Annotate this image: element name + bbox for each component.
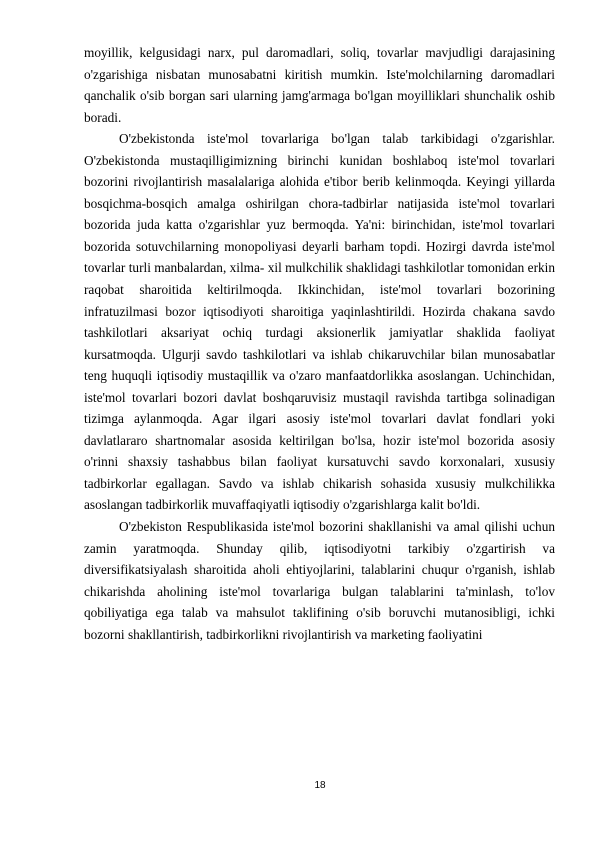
paragraph-2: O'zbekistonda iste'mol tovarlariga bo'lgan talab tarkibidagi o'zgarishlar. O'zbekistonda mustaqilligimizning birinchi kunidan boshlaboq iste'mol tovarlari bozorini rivojlantirish masalalariga alohida e'tibor berib kelinmoqda. Keyingi yillarda bosqichma-bosqich amalga oshirilgan chora-tadbirlar natijasida iste'mol tovarlari bozorida juda katta o'zgarishlar yuz bermoqda. Ya'ni: birinchidan, iste'mol tovarlari bozorida sotuvchilarning monopoliyasi deyarli barham topdi. Hozirgi davrda iste'mol tovarlar turli manbalardan, xilma- xil mulkchilik shaklidagi tashkilotlar tomonidan erkin raqobat sharoitida keltirilmoqda. Ikkinchidan, iste'mol tovarlari bozorining infratuzilmasi bozor iqtisodiyoti sharoitiga yaqinlashtirildi. Hozirda chakana savdo tashkilotlari aksariyat ochiq turdagi aksionerlik jamiyatlar shaklida faoliyat kursatmoqda. Ulgurji savdo tashkilotlari va ishlab chikaruvchilar bilan munosabatlar teng huquqli iqtisodiy mustaqillik va o'zaro manfaatdorlikka asoslangan. Uchinchidan, iste'mol tovarlari bozori davlat boshqaruvisiz mustaqil ravishda tartibga solinadigan tizimga aylanmoqda. Agar ilgari asosiy iste'mol tovarlari davlat fondlari yoki davlatlararo shartnomalar asosida keltirilgan bo'lsa, hozir iste'mol bozorida asosiy o'rinni shaxsiy tashabbus bilan faoliyat kursatuvchi savdo korxonalari, xususiy tadbirkorlar egallagan. Savdo va ishlab chikarish sohasida xususiy mulkchilikka asoslangan tadbirkorlik muvaffaqiyatli iqtisodiy o'zgarishlarga kalit bo'ldi. — [84, 131, 555, 513]
page-number: 18 — [314, 780, 326, 791]
paragraph-3: O'zbekiston Respublikasida iste'mol bozorini shakllanishi va amal qilishi uchun zamin yaratmoqda. Shunday qilib, iqtisodiyotni tarkibiy o'zgartirish va diversifikatsiyalash sharoitida aholi ehtiyojlarini, talablarini chuqur o'rganish, ishlab chikarishda aholining iste'mol tovarlariga bulgan talablarini ta'minlash, to'lov qobiliyatiga ega talab va mahsulot taklifining o'sib boruvchi mutanosibligi, ichki bozorni shakllantirish, tadbirkorlikni rivojlantirish va marketing faoliyatini — [84, 519, 555, 642]
paragraph-1: moyillik, kelgusidagi narx, pul daromadlari, soliq, tovarlar mavjudligi darajasining o'zgarishiga nisbatan munosabatni kiritish mumkin. Iste'molchilarning daromadlari qanchalik o'sib borgan sari ularning jamg'armaga bo'lgan moyilliklari shunchalik oshib boradi. — [84, 45, 555, 125]
document-body — [84, 42, 555, 645]
